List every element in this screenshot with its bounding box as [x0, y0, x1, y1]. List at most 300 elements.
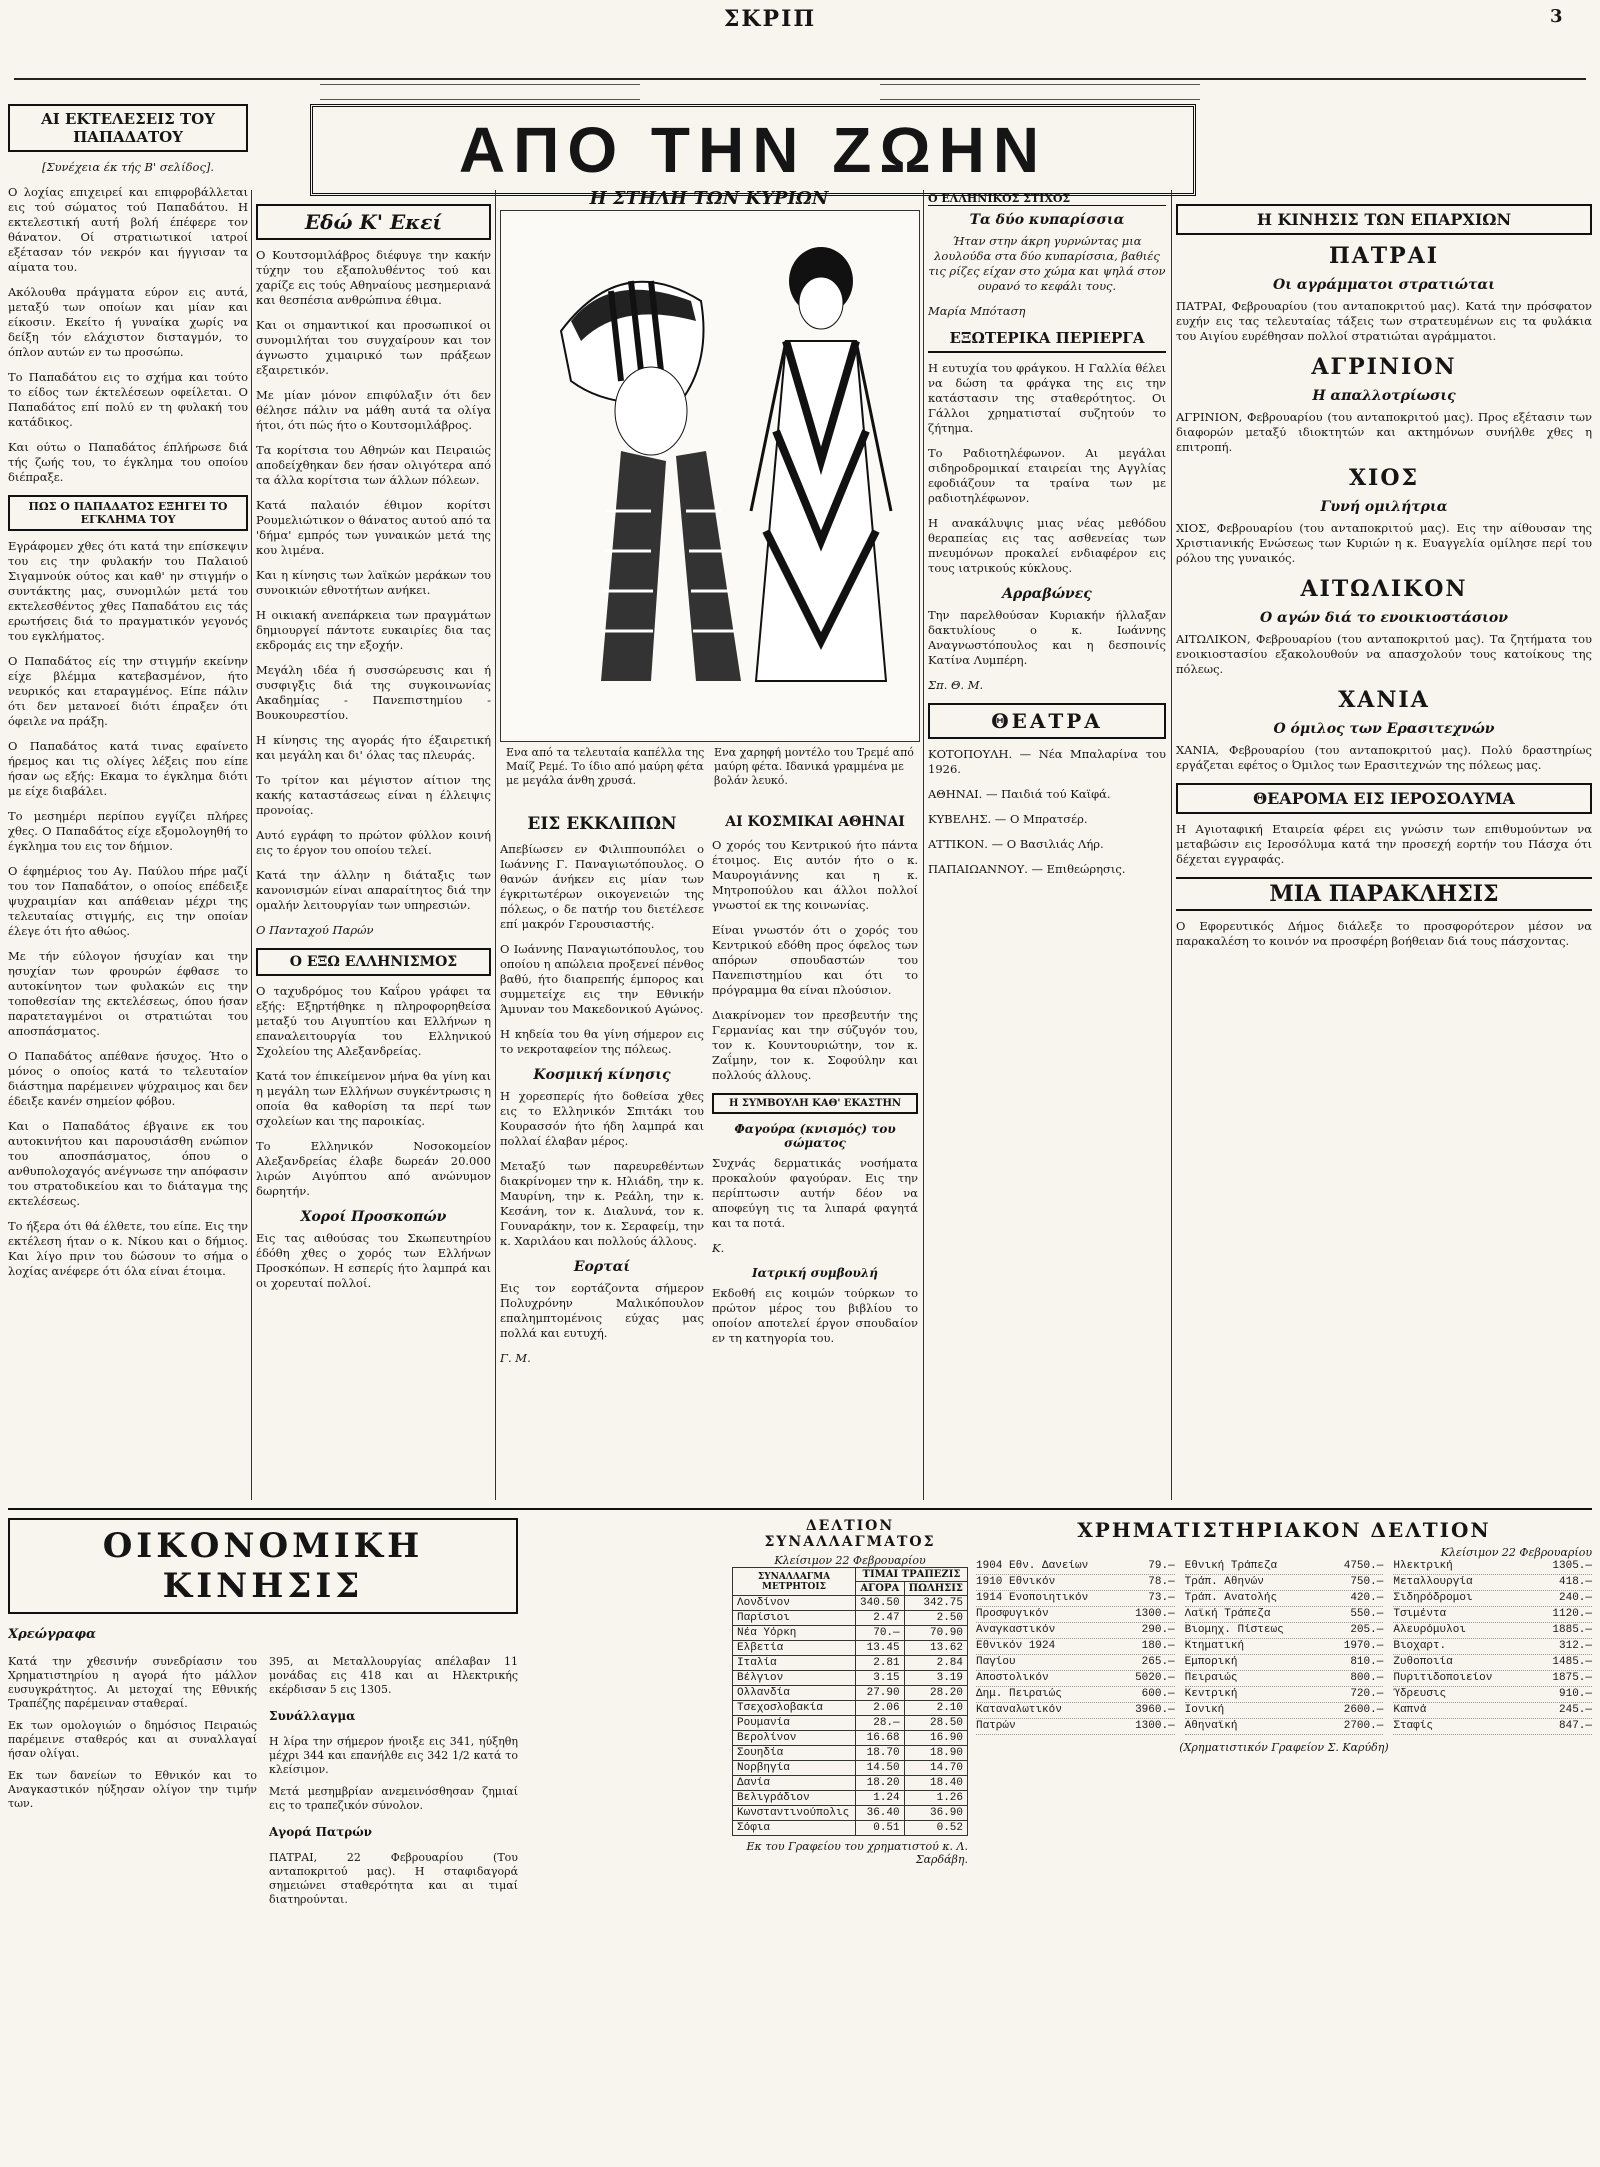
subheading: Αγορά Πατρών	[269, 1825, 373, 1839]
paragraph: Εις τας αιθούσας του Σκωπευτηρίου έδόθη χθες ο χορός των Ελλήνων Προσκόπων. Η εσπερίς ήτο λαμπρά και οι χορευταί πολλοί.	[256, 1231, 491, 1290]
stock-name: Σιδηρόδρομοι	[1393, 1592, 1473, 1604]
paragraph: ΠΑΤΡΑΙ, Φεβρουαρίου (του ανταποκριτού μας). Κατά την πρόσφατον ευχήν εις τας τελευταίας τάξεις των στρατευμένων εις τα φυλάκια του Αιγίου ευρέθησαν πολλοί στρατιώται αγράμματοι.	[1176, 299, 1592, 343]
paragraph: Εκδοθή εις κοιμών τούρκων το πρώτον μέρος του βιβλίου το οποίον αποτελεί έργον σπουδαίον εν τη κατηγορία του.	[712, 1286, 918, 1345]
stock-price: 312.—	[1559, 1640, 1592, 1652]
economic-news	[8, 1512, 518, 2152]
stock-list-banks	[1185, 1559, 1384, 1735]
table-header: ΑΓΟΡΑ	[856, 1582, 905, 1596]
paragraph: Την παρελθούσαν Κυριακήν ήλλαξαν δακτυλίους ο κ. Ιωάννης Αναγνωστόπουλος και η δεσποινίς Κατίνα Λυμπέρη.	[928, 608, 1166, 667]
list-item	[1185, 1575, 1384, 1591]
stock-price: 1885.—	[1552, 1624, 1592, 1636]
stock-name: Αλευρόμυλοι	[1393, 1624, 1466, 1636]
table-cell: 342.75	[904, 1596, 967, 1611]
page-number: 3	[1550, 6, 1563, 27]
stock-name: Εμπορική	[1184, 1656, 1238, 1668]
stock-name: Αναγκαστικόν	[976, 1624, 1056, 1636]
paragraph: ΑΓΡΙΝΙΟΝ, Φεβρουαρίου (του ανταποκριτού μας). Προς εξέτασιν των διαφορών μεταξύ ιδιοκτητών και ακτημόνων συνήλθε χθες η επιτροπή.	[1176, 410, 1592, 454]
paragraph: Διακρίνομεν τον πρεσβευτήν της Γερμανίας και την σύζυγόν του, τον κ. Κουντουριώτην, τον κ. Ζαΐμην, τον κ. Σοφούλην και πολλούς άλλους.	[712, 1008, 918, 1082]
masthead-rule	[14, 78, 1586, 80]
stock-name: Εθνικόν 1924	[976, 1640, 1056, 1652]
subheading: Η απαλλοτρίωσις	[1312, 388, 1456, 404]
column-rule	[923, 190, 924, 1500]
city-heading: ΑΓΡΙΝΙΟΝ	[1311, 354, 1457, 380]
list-item	[976, 1671, 1175, 1687]
table-cell: 70.90	[904, 1626, 967, 1641]
paragraph: Η Αγιοταφική Εταιρεία φέρει εις γνώσιν των επιθυμούντων να μεταβώσιν εις Ιεροσόλυμα κατά την προσεχή εορτήν του Πάσχα ότι δέχεται εγγραφάς.	[1176, 822, 1592, 866]
stock-bulletin	[976, 1512, 1592, 2152]
table-row	[733, 1596, 968, 1611]
column-rule	[1171, 190, 1172, 1500]
stock-price: 4750.—	[1343, 1560, 1384, 1572]
stock-name: Βιοχαρτ.	[1393, 1640, 1447, 1652]
byline: Κ.	[712, 1241, 725, 1255]
stock-price: 78.—	[1148, 1576, 1175, 1588]
stock-price: 1300.—	[1135, 1720, 1175, 1732]
table-cell: 18.70	[856, 1746, 905, 1761]
subheading: Ο όμιλος των Ερασιτεχνών	[1273, 721, 1495, 737]
table-row	[733, 1761, 968, 1776]
table-cell: Βέλγιον	[733, 1671, 856, 1686]
table-row	[733, 1641, 968, 1656]
stock-name: Αθηναϊκή	[1184, 1720, 1238, 1732]
stock-price: 810.—	[1350, 1656, 1384, 1668]
list-item	[976, 1639, 1175, 1655]
stock-price: 420.—	[1350, 1592, 1384, 1604]
paragraph: Μετά μεσημβρίαν ανεμεινόσθησαν ζημιαί εις το τραπεζικόν σύνολον.	[269, 1785, 518, 1812]
table-cell: 2.84	[904, 1656, 967, 1671]
paragraph: ΑΙΤΩΛΙΚΟΝ, Φεβρουαρίου (του ανταποκριτού μας). Τα ζητήματα του ενοικιοστασίου εξακολουθούν να απασχολούν τους κατοίκους της πόλεως.	[1176, 632, 1592, 676]
paragraph: ΠΑΤΡΑΙ, 22 Φεβρουαρίου (Του ανταποκριτού μας). Η σταφιδαγορά σημειώνει σταθερότητα και αι τιμαί διατηρούνται.	[269, 1851, 518, 1906]
masthead-ornament-right	[880, 84, 1200, 100]
table-cell: 2.06	[856, 1701, 905, 1716]
paragraph: Μεταξύ των παρευρεθέντων διακρίνομεν την κ. Ηλιάδη, την κ. Μαυρίνη, την κ. Ρεάλη, την κ. Κεσάνη, τον κ. Διαλυνά, τον κ. Γουναράκην, τον κ. Σεραφείμ, την κ. Χαριλάου και πολλούς άλλους.	[500, 1159, 704, 1248]
poem-text: Ήταν στην άκρη γυρνώντας μια λουλούδα στα δύο κυπαρίσσια, βαθιές τις ρίζες είχαν στο χώμα και ψηλά στον ουρανό το κεφάλι τους.	[928, 234, 1166, 293]
stock-name: Κεντρική	[1184, 1688, 1238, 1700]
table-cell: Νορβηγία	[733, 1761, 856, 1776]
fashion-illustration	[500, 210, 920, 742]
table-header: ΤΙΜΑΙ ΤΡΑΠΕΖΙΣ	[856, 1568, 968, 1582]
table-cell: 1.24	[856, 1791, 905, 1806]
paragraph: Και οι σημαντικοί και προσωπικοί οι συνομιλήται του συγχαίρουν και τον άγνωστο χιμαιρικό των πράξεων εξαιρετικόν.	[256, 318, 491, 377]
stock-price: 1970.—	[1343, 1640, 1384, 1652]
paragraph: Ο Παπαδάτος είς την στιγμήν εκείνην είχε βλέμμα κατεβασμένον, ήτο νευρικός και εταραγμένος. Είπε πάλιν ότι δεν μετανοεί διότι έπραξεν ότι όφειλε να πράξη.	[8, 654, 248, 728]
stock-price: 2700.—	[1343, 1720, 1384, 1732]
table-cell: 28.50	[904, 1716, 967, 1731]
list-item	[1185, 1703, 1384, 1719]
stock-name: Μεταλλουργία	[1393, 1576, 1473, 1588]
stock-name: Καταναλωτικόν	[976, 1704, 1062, 1716]
article-title: ΕΞΩΤΕΡΙΚΑ ΠΕΡΙΕΡΓΑ	[928, 329, 1166, 353]
paragraph: Το Ραδιοτηλέφωνον. Αι μεγάλαι σιδηροδρομικαί εταιρείαι της Αγγλίας εφοδιάζουν τα τραίνα των με ραδιοτηλέφωνον.	[928, 446, 1166, 505]
stock-price: 2600.—	[1343, 1704, 1384, 1716]
stock-name: Ζυθοποιία	[1393, 1656, 1453, 1668]
city-heading: ΧΙΟΣ	[1348, 465, 1420, 491]
column-title: Ο ΕΞΩ ΕΛΛΗΝΙΣΜΟΣ	[256, 948, 491, 976]
table-cell: 16.68	[856, 1731, 905, 1746]
stock-price: 1305.—	[1552, 1560, 1592, 1572]
table-cell: 28.—	[856, 1716, 905, 1731]
byline: Ο Πανταχού Παρών	[256, 923, 374, 937]
stock-name: Πειραιώς	[1184, 1672, 1238, 1684]
byline: Γ. Μ.	[500, 1351, 531, 1365]
table-cell: 2.10	[904, 1701, 967, 1716]
table-cell: 28.20	[904, 1686, 967, 1701]
stock-price: 1875.—	[1552, 1672, 1592, 1684]
list-item	[1185, 1719, 1384, 1735]
stock-price: 79.—	[1148, 1560, 1175, 1572]
paragraph: Το ήξερα ότι θά έλθετε, του είπε. Εις την εκτέλεση ήταν ο κ. Νίκου και ο δήμιος. Και λίγο πριν του δώσουν το σήμα ο λοχίας ανέφερε ότι όλα είναι έτοιμα.	[8, 1219, 248, 1278]
article-executions	[8, 98, 248, 1507]
table-cell: 70.—	[856, 1626, 905, 1641]
stock-name: Τράπ. Ανατολής	[1184, 1592, 1278, 1604]
table-cell: Ιταλία	[733, 1656, 856, 1671]
stock-price: 290.—	[1141, 1624, 1175, 1636]
paragraph: Ο Παπαδάτος απέθανε ήσυχος. Ήτο ο μόνος ο οποίος κατά το τελευταίον διάστημα παρέμεινεν ψύχραιμος και δεν έδειξε κανέν σημείον φόβου.	[8, 1049, 248, 1108]
table-cell: Ρουμανία	[733, 1716, 856, 1731]
list-item	[1185, 1591, 1384, 1607]
stock-name: Ηλεκτρική	[1393, 1560, 1453, 1572]
stock-price: 245.—	[1559, 1704, 1592, 1716]
table-cell: 2.50	[904, 1611, 967, 1626]
list-item	[1393, 1591, 1592, 1607]
table-cell: 27.90	[856, 1686, 905, 1701]
subheading: Η ΣΥΜΒΟΥΛΗ ΚΑΘ' ΕΚΑΣΤΗΝ	[712, 1093, 918, 1114]
paragraph: Ο Παπαδάτος κατά τινας εφαίνετο ήρεμος και τις ολίγες λέξεις που είπε ήσαν ως εξής: Εκαμα το έγκλημα διότι με είχε διαβάλει.	[8, 739, 248, 798]
table-cell: Βελιγράδιον	[733, 1791, 856, 1806]
stock-price: 265.—	[1141, 1656, 1175, 1668]
theatre-title: ΘΕΑΤΡΑ	[928, 703, 1166, 739]
stock-price: 800.—	[1350, 1672, 1384, 1684]
fashion-caption-1: Ενα από τα τελευταία καπέλλα της Μαίζ Ρεμέ. Το ίδιο από μαύρη φέτα με μεγάλα άνθη χρυσά.	[506, 746, 705, 787]
list-item	[1393, 1655, 1592, 1671]
byline: Μαρία Μπόταση	[928, 304, 1026, 318]
stock-name: 1910 Εθνικόν	[976, 1576, 1056, 1588]
list-item	[976, 1559, 1175, 1575]
exchange-table	[732, 1567, 968, 1836]
section-headline: ΑΠΟ ΤΗΝ ΖΩΗΝ	[310, 104, 1196, 196]
subheading: Οι αγράμματοι στρατιώται	[1273, 277, 1495, 293]
subheading: Συνάλλαγμα	[269, 1709, 356, 1723]
subheading: Χοροί Προσκοπών	[300, 1209, 447, 1225]
paragraph: Ο Ιωάννης Παναγιωτόπουλος, του οποίου η απώλεια προξενεί πένθος βαθύ, ήτο διαπρεπής έμπορος και συμμετείχε εις την Εθνικήν Άμυναν του Μακεδονικού Αγώνος.	[500, 942, 704, 1016]
paragraph: Ο έφημέριος του Αγ. Παύλου πήρε μαζί του τον Παπαδάτον, ο οποίος επέδειξε ψυχραιμίαν και απάθειαν μέχρι της τελευταίας στιγμής, εις την οποίαν έλεγε ότι ήτο αθώος.	[8, 864, 248, 938]
table-row	[733, 1821, 968, 1836]
list-item	[976, 1703, 1175, 1719]
list-item	[1185, 1623, 1384, 1639]
paragraph: Το τρίτον και μέγιστον αίτιον της κακής καταστάσεως είναι η έλλειψις προνοίας.	[256, 773, 491, 817]
subheading: Ιατρική συμβουλή	[752, 1266, 878, 1280]
subheading: Αρραβώνες	[1002, 586, 1092, 602]
table-cell: Δανία	[733, 1776, 856, 1791]
subheading: Χρεώγραφα	[8, 1627, 97, 1642]
list-item	[1185, 1687, 1384, 1703]
paragraph: Τα κορίτσια του Αθηνών και Πειραιώς αποδείχθηκαν δεν ήσαν ολιγότερα από τα άλλα κορίτσια των άλλων πόλεων.	[256, 443, 491, 487]
column-rule	[495, 190, 496, 1500]
paragraph: Ο Εφορευτικός Δήμος διάλεξε το προσφορότερον μέσον να παρακαλέση το κοινόν να προσφέρη βοήθειαν διά τους πάσχοντας.	[1176, 919, 1592, 948]
stock-name: Ιονική	[1184, 1704, 1225, 1716]
list-item	[976, 1591, 1175, 1607]
list-item	[1185, 1559, 1384, 1575]
section-label: Ο ΕΛΛΗΝΙΚΟΣ ΣΤΙΧΟΣ	[928, 192, 1166, 206]
table-row	[733, 1626, 968, 1641]
table-row	[733, 1716, 968, 1731]
list-item	[976, 1719, 1175, 1735]
paragraph: Κατά τον έπικείμενον μήνα θα γίνη και η μεγάλη των Ελλήνων συγκέντρωσις η οποία θα καθορίση τα περί των σχολείων και της παροικίας.	[256, 1069, 491, 1128]
masthead-ornament-left	[320, 84, 640, 100]
list-item	[1185, 1671, 1384, 1687]
paragraph: Εκ των δανείων το Εθνικόν και το Αναγκαστικόν ηύξησαν ολίγον την τιμήν των.	[8, 1769, 257, 1810]
table-cell: 2.81	[856, 1656, 905, 1671]
stock-price: 1485.—	[1552, 1656, 1592, 1668]
theatre-listing: ΑΘΗΝΑΙ. — Παιδιά τού Καϊφά.	[928, 787, 1111, 801]
paragraph: Και ούτω ο Παπαδάτος έπλήρωσε διά τής ζωής του, το έγκλημα του οποίου διέπραξε.	[8, 440, 248, 484]
list-item	[1393, 1559, 1592, 1575]
stock-name: Σταφίς	[1393, 1720, 1433, 1732]
table-header: ΣΥΝΑΛΛΑΓΜΑ ΜΕΤΡΗΤΟΙΣ	[733, 1568, 856, 1596]
stock-name: 1914 Ενοποιητικόν	[976, 1592, 1089, 1604]
table-cell: 36.90	[904, 1806, 967, 1821]
table-row	[733, 1746, 968, 1761]
table-cell: 16.90	[904, 1731, 967, 1746]
stock-price: 600.—	[1141, 1688, 1175, 1700]
stock-name: Προσφυγικόν	[976, 1608, 1049, 1620]
stock-price: 205.—	[1350, 1624, 1384, 1636]
poem-title: Τα δύο κυπαρίσσια	[969, 212, 1125, 228]
theatre-listing: ΑΤΤΙΚΟΝ. — Ο Βασιλιάς Λήρ.	[928, 837, 1104, 851]
continued-note: [Συνέχεια έκ τής Β' σελίδος].	[41, 160, 215, 174]
table-cell: 340.50	[856, 1596, 905, 1611]
article-title: ΕΙΣ ΕΚΚΛΙΠΩΝ	[527, 814, 677, 834]
list-item	[1185, 1639, 1384, 1655]
stock-price: 240.—	[1559, 1592, 1592, 1604]
stock-name: Κτηματική	[1184, 1640, 1245, 1652]
paragraph: Το Παπαδάτου εις το σχήμα και τούτο το είδος των έκτελέσεων οφείλεται. Ο Παπαδάτος επί πολύ εν τη φυλακή του κατάδικος.	[8, 370, 248, 429]
table-cell: 1.26	[904, 1791, 967, 1806]
article-title: ΜΙΑ ΠΑΡΑΚΛΗΣΙΣ	[1176, 877, 1592, 911]
paragraph: Απεβίωσεν εν Φιλιππουπόλει ο Ιωάννης Γ. Παναγιωτόπουλος. Ο θανών άνήκεν εις μίαν των έγκριτωτέρων οικογενειών της πόλεως, ο δε πατήρ του διετέλεσε επί μακρόν Γερουσιαστής.	[500, 842, 704, 931]
exchange-bulletin	[732, 1512, 968, 2152]
paper-name: ΣΚΡΙΠ	[723, 6, 817, 32]
paragraph: ΧΑΝΙΑ, Φεβρουαρίου (του ανταποκριτού μας). Πολύ δραστηρίως εργάζεται εφέτος ο Όμιλος των Ερασιτεχνών της πόλεως μας.	[1176, 743, 1592, 772]
list-item	[1393, 1575, 1592, 1591]
stock-price: 73.—	[1148, 1592, 1175, 1604]
paragraph: Η κηδεία του θα γίνη σήμερον εις το νεκροταφείον της πόλεως.	[500, 1027, 704, 1056]
table-cell: 0.52	[904, 1821, 967, 1836]
subheading: Εορταί	[573, 1259, 631, 1275]
fashion-caption-2: Ενα χαρηφή μοντέλο του Τρεμέ από μαύρη φέτα. Ιδανικά γραμμένα με βολάν λευκό.	[714, 746, 914, 787]
stock-price: 847.—	[1559, 1720, 1592, 1732]
closing-date: Κλείσιμον 22 Φεβρουαρίου	[774, 1554, 926, 1567]
subheading: Κοσμική κίνησις	[533, 1067, 671, 1083]
paragraph: Με μίαν μόνον επιφύλαξιν ότι δεν θέλησε πάλιν να μάθη αυτά τα ολίγα ήτοι, ότι πώς ήτο ο Κουτσομιλάβρος.	[256, 388, 491, 432]
paragraph: ΧΙΟΣ, Φεβρουαρίου (του ανταποκριτού μας). Εις την αίθουσαν της Χριστιανικής Ενώσεως των Κυριών η κ. Ευαγγελία ομίλησε περί του ρόλου της γυναικός.	[1176, 521, 1592, 565]
paragraph: Μεγάλη ιδέα ή συσσώρευσις και ή συσφιγξις διά της συγκοινωνίας Ακαδημίας - Πανεπιστημίου - Βουκουρεστίου.	[256, 663, 491, 722]
article-title: ΑΙ ΚΟΣΜΙΚΑΙ ΑΘΗΝΑΙ	[725, 814, 905, 830]
paragraph: Ο λοχίας επιχειρεί και επιφροβάλλεται εις τού σώματος τού Παπαδάτου. Η εκτελεστική αυτή βολή έπέφερε τον θάνατον. Οί στρατιωτικοί ιατροί εξέτασαν τόν νεκρόν και ήγγισαν τα αίματα του.	[8, 185, 248, 274]
column-title: Εδώ Κ' Εκεί	[256, 204, 491, 240]
table-cell: 3.19	[904, 1671, 967, 1686]
city-heading: ΠΑΤΡΑΙ	[1328, 243, 1440, 269]
subheading: Ο αγών διά το ενοικιοστάσιον	[1259, 610, 1508, 626]
source-note: (Χρηματιστικόν Γραφείον Σ. Καρύδη)	[1179, 1741, 1389, 1754]
stock-name: Αποστολικόν	[976, 1672, 1049, 1684]
stock-name: Βιομηχ. Πίστεως	[1184, 1624, 1284, 1636]
table-row	[733, 1656, 968, 1671]
table-cell: 13.45	[856, 1641, 905, 1656]
stock-name: Τράπ. Αθηνών	[1184, 1576, 1264, 1588]
article-title: ΟΙΚΟΝΟΜΙΚΗ ΚΙΝΗΣΙΣ	[8, 1518, 518, 1614]
obituary-column	[500, 810, 704, 1507]
stock-name: Καπνά	[1393, 1704, 1427, 1716]
theatre-listing: ΚΥΒΕΛΗΣ. — Ο Μπρατσέρ.	[928, 812, 1088, 826]
paragraph: Το μεσημέρι περίπου εγγίζει πλήρες χθες. Ο Παπαδάτος είχε εξομολογηθή το έγκλημα του εις τον δήμιον.	[8, 809, 248, 853]
table-cell: 36.40	[856, 1806, 905, 1821]
table-cell: 18.20	[856, 1776, 905, 1791]
paragraph: Αυτό εγράφη το πρώτον φύλλον κοινή εις το έργον του οποίου τελεί.	[256, 828, 491, 857]
paragraph: Η κίνησις της αγοράς ήτο έξαιρετική και μεγάλη και δι' όλας τας πλευράς.	[256, 733, 491, 762]
paragraph: Ο Κουτσομιλάβρος διέφυγε την κακήν τύχην του εξαπολυθέντος τού και χαρίζε εις τούς Αθηναίους μεσημεριανά και θεσπέσια ανθρώπινα έθιμα.	[256, 248, 491, 307]
paragraph: Κατά την χθεσινήν συνεδρίασιν του Χρηματιστηρίου η αγορά ήτο μάλλον ευσυγκράτητος. Αι μετοχαί της Εθνικής Τραπέζης παρέμειναν σταθεραί.	[8, 1655, 257, 1710]
paragraph: Ο ταχυδρόμος του Καΐρου γράφει τα εξής: Εξηρτήθηκε η πληροφορηθείσα μεταξύ του Αιγυπτίου και Ελλήνων η επαναλειτουργία του Ελληνικού Σχολείου της Αλεξανδρείας.	[256, 984, 491, 1058]
stock-name: Δημ. Πειραιώς	[976, 1688, 1062, 1700]
paragraph: Κατά παλαιόν έθιμον κορίτσι Ρουμελιώτικον ο θάνατος αυτού από τα 'δήμα' εμπρός των γυναικών μετά της κου λιμένα.	[256, 498, 491, 557]
stock-price: 550.—	[1350, 1608, 1384, 1620]
table-cell: 3.15	[856, 1671, 905, 1686]
list-item	[976, 1575, 1175, 1591]
stock-name: Ύδρευσις	[1393, 1688, 1447, 1700]
table-cell: Ελβετία	[733, 1641, 856, 1656]
table-row	[733, 1791, 968, 1806]
list-item	[1393, 1687, 1592, 1703]
table-row	[733, 1671, 968, 1686]
subheading: ΠΩΣ Ο ΠΑΠΑΔΑΤΟΣ ΕΞΗΓΕΙ ΤΟ ΕΓΚΛΗΜΑ ΤΟΥ	[8, 495, 248, 531]
table-row	[733, 1806, 968, 1821]
list-item	[976, 1655, 1175, 1671]
stock-price: 3960.—	[1135, 1704, 1175, 1716]
dress-figure	[751, 247, 891, 681]
column-rule	[251, 190, 252, 1500]
table-cell: 2.47	[856, 1611, 905, 1626]
stock-price: 750.—	[1350, 1576, 1384, 1588]
stock-name: Εθνική Τράπεζα	[1184, 1560, 1278, 1572]
table-cell: 18.40	[904, 1776, 967, 1791]
stock-name: Παγίου	[976, 1656, 1016, 1668]
paragraph: Ο χορός του Κεντρικού ήτο πάντα έτοιμος. Εις αυτόν ήτο ο κ. Μαυρογιάννης και η κ. Μητροπούλου και άλλοι πολλοί γνωστοί εκ της κοινωνίας.	[712, 838, 918, 912]
column-provinces	[1176, 198, 1592, 1507]
table-row	[733, 1701, 968, 1716]
table-header: ΠΩΛΗΣΙΣ	[904, 1582, 967, 1596]
column-poetry-curiosities	[928, 192, 1166, 1507]
stock-price: 5020.—	[1135, 1672, 1175, 1684]
paragraph: Η λίρα την σήμερον ήνοιξε εις 341, ηύξηθη μέχρι 344 και επανήλθε εις 342 1/2 κατά το κλείσιμον.	[269, 1735, 518, 1776]
paragraph: Ακόλουθα πράγματα εύρον εις αυτά, μεταξύ των οποίων και μίαν και είκοσιν. Εκείτο ή γυναίκα χωρίς να δείξη τόν ελάχιστον δισταγμόν, το όπλον αυτών εν τω προσώπω.	[8, 285, 248, 359]
hat-figure	[561, 281, 741, 681]
list-item	[976, 1687, 1175, 1703]
subheading: Φαγούρα (κνισμός) του σώματος	[734, 1122, 896, 1150]
paragraph: Κατά την άλλην η διάταξις των κανονισμών είναι απαραίτητος διά την ομαλήν λειτουργίαν των υπηρεσιών.	[256, 868, 491, 912]
paragraph: Και ο Παπαδάτος έβγαινε εκ του αυτοκινήτου και παρουσιάσθη ενώπιον του αποσπάσματος, όπου ο ανθυπολοχαγός ανέγνωσε την απόφασιν του στρατοδικείου και το διάταγμα της εκτελέσεως.	[8, 1119, 248, 1208]
table-cell: Κωνσταντινούπολις	[733, 1806, 856, 1821]
table-cell: 14.70	[904, 1761, 967, 1776]
paragraph: Συχνάς δερματικάς νοσήματα προκαλούν φαγούραν. Εις την περίπτωσιν αυτήν δέον να αποφεύγη τις τα λιπαρά φαγητά και τα ποτά.	[712, 1156, 918, 1230]
closing-date: Κλείσιμον 22 Φεβρουαρίου	[1440, 1546, 1592, 1559]
stock-name: Λαϊκή Τράπεζα	[1184, 1608, 1271, 1620]
stock-name: Τσιμέντα	[1393, 1608, 1447, 1620]
table-cell: 18.90	[904, 1746, 967, 1761]
table-row	[733, 1731, 968, 1746]
list-item	[1393, 1671, 1592, 1687]
city-heading: ΧΑΝΙΑ	[1338, 687, 1430, 713]
table-row	[733, 1776, 968, 1791]
stock-price: 910.—	[1559, 1688, 1592, 1700]
stock-name: 1904 Εθν. Δανείων	[976, 1560, 1089, 1572]
paragraph: Είναι γνωστόν ότι ο χορός του Κεντρικού εδόθη προς όφελος των απόρων σπουδαστών του Πανεπιστημίου και ότι το πρόγραμμα θα είναι πλούσιον.	[712, 923, 918, 997]
stock-price: 720.—	[1350, 1688, 1384, 1700]
table-cell: Βερολίνον	[733, 1731, 856, 1746]
list-item	[1185, 1655, 1384, 1671]
table-cell: Τσεχοσλοβακία	[733, 1701, 856, 1716]
table-cell: 14.50	[856, 1761, 905, 1776]
paragraph: Η χορεσπερίς ήτο δοθείσα χθες εις το Ελληνικόν Σπιτάκι του Κουρασσόν ήτο ήδη λαμπρά και πολλαί έλαβαν μέρος.	[500, 1089, 704, 1148]
table-cell: Νέα Υόρκη	[733, 1626, 856, 1641]
section-divider	[8, 1508, 1592, 1510]
source-note: Εκ του Γραφείου του χρηματιστού κ. Λ. Σαρδάβη.	[746, 1840, 968, 1866]
paragraph: Η ανακάλυψις μιας νέας μεθόδου θεραπείας εις τας ασθενείας των πνευμόνων προκαλεί ενδιαφέρον εις τους ιατρικούς κύκλους.	[928, 516, 1166, 575]
table-cell: 13.62	[904, 1641, 967, 1656]
list-item	[1393, 1639, 1592, 1655]
list-item	[1185, 1607, 1384, 1623]
table-cell: Παρίσιοι	[733, 1611, 856, 1626]
stock-price: 1120.—	[1552, 1608, 1592, 1620]
table-row	[733, 1611, 968, 1626]
fashion-drawing	[501, 211, 919, 741]
list-item	[976, 1607, 1175, 1623]
column-title: Η ΚΙΝΗΣΙΣ ΤΩΝ ΕΠΑΡΧΙΩΝ	[1176, 204, 1592, 235]
byline: Σπ. Θ. Μ.	[928, 678, 984, 692]
paragraph: Με τήν εύλογον ήσυχίαν και την ησυχίαν των φρουρών έφθασε το αυτοκίνητον των φυλακών εις την τοποθεσίαν της εκτελέσεως, όπου ήσαν παρατεταγμένοι οι στρατιώται του αποσπάσματος.	[8, 949, 248, 1038]
stock-list-companies	[1393, 1559, 1592, 1735]
paragraph: Και η κίνησις των λαϊκών μεράκων του συνοικιών εθνοτήτων ανήκει.	[256, 568, 491, 597]
table-cell: Σόφια	[733, 1821, 856, 1836]
article-title: ΧΡΗΜΑΤΙΣΤΗΡΙΑΚΟΝ ΔΕΛΤΙΟΝ	[1077, 1518, 1491, 1542]
paragraph: Η ευτυχία του φράγκου. Η Γαλλία θέλει να δώση τα φράγκα της εις την κατάστασιν της σταθερότητος. Οι Γάλλοι χρηματισταί συζητούν το ζήτημα.	[928, 361, 1166, 435]
list-item	[1393, 1607, 1592, 1623]
list-item	[1393, 1623, 1592, 1639]
paragraph: Εγράφομεν χθες ότι κατά την επίσκεψιν του εις την φυλακήν του Παλαιού Σιγαμνούκ ούτος και καθ' ην στιγμήν ο συντάκτης μας, συνομιλών μετά του εκτελεσθέντος χθες Παπαδάτου εις τάς ερωτήσεις διά το πραγματικόν γεγονός του εγκλήματος.	[8, 539, 248, 643]
list-item	[1393, 1703, 1592, 1719]
stock-price: 180.—	[1141, 1640, 1175, 1652]
article-title: ΘΕΑΡΟΜΑ ΕΙΣ ΙΕΡΟΣΟΛΥΜΑ	[1176, 783, 1592, 814]
table-cell: 0.51	[856, 1821, 905, 1836]
paragraph: Εις τον εορτάζοντα σήμερον Πολυχρόνην Μαλικόπουλον επαλημπτομένοις εύχας μας πολλά και ευτυχή.	[500, 1281, 704, 1340]
stock-price: 418.—	[1559, 1576, 1592, 1588]
fashion-title: Η ΣΤΗΛΗ ΤΩΝ ΚΥΡΙΩΝ	[589, 188, 829, 209]
stock-name: Πυριτιδοποιείον	[1393, 1672, 1493, 1684]
paragraph: Εκ των ομολογιών ο δημόσιος Πειραιώς παρέμεινε σταθερός και αι συναλλαγαί ήσαν ολίγαι.	[8, 1719, 257, 1760]
city-heading: ΑΙΤΩΛΙΚΟΝ	[1300, 576, 1468, 602]
stock-name: Πατρών	[976, 1720, 1016, 1732]
list-item	[976, 1623, 1175, 1639]
stock-price: 1300.—	[1135, 1608, 1175, 1620]
article-title: ΑΙ ΕΚΤΕΛΕΣΕΙΣ ΤΟΥ ΠΑΠΑΔΑΤΟΥ	[8, 104, 248, 152]
society-column	[712, 810, 918, 1507]
column-here-and-there	[256, 198, 491, 1507]
table-cell: Σουηδία	[733, 1746, 856, 1761]
paragraph: 395, αι Μεταλλουργίας απέλαβαν 11 μονάδας εις 418 και αι Ηλεκτρικής εκέρδισαν 5 εις 1305.	[269, 1655, 518, 1696]
paragraph: Η οικιακή ανεπάρκεια των πραγμάτων δημιουργεί πάντοτε ευκαιρίες δια τας εκδρομάς εις την εξοχήν.	[256, 608, 491, 652]
subheading: Γυνή ομιλήτρια	[1320, 499, 1448, 515]
paragraph: Το Ελληνικόν Νοσοκομείον Αλεξανδρείας έλαβε δωρεάν 20.000 λιρών Αιγύπτου από ανώνυμον δωρητήν.	[256, 1139, 491, 1198]
